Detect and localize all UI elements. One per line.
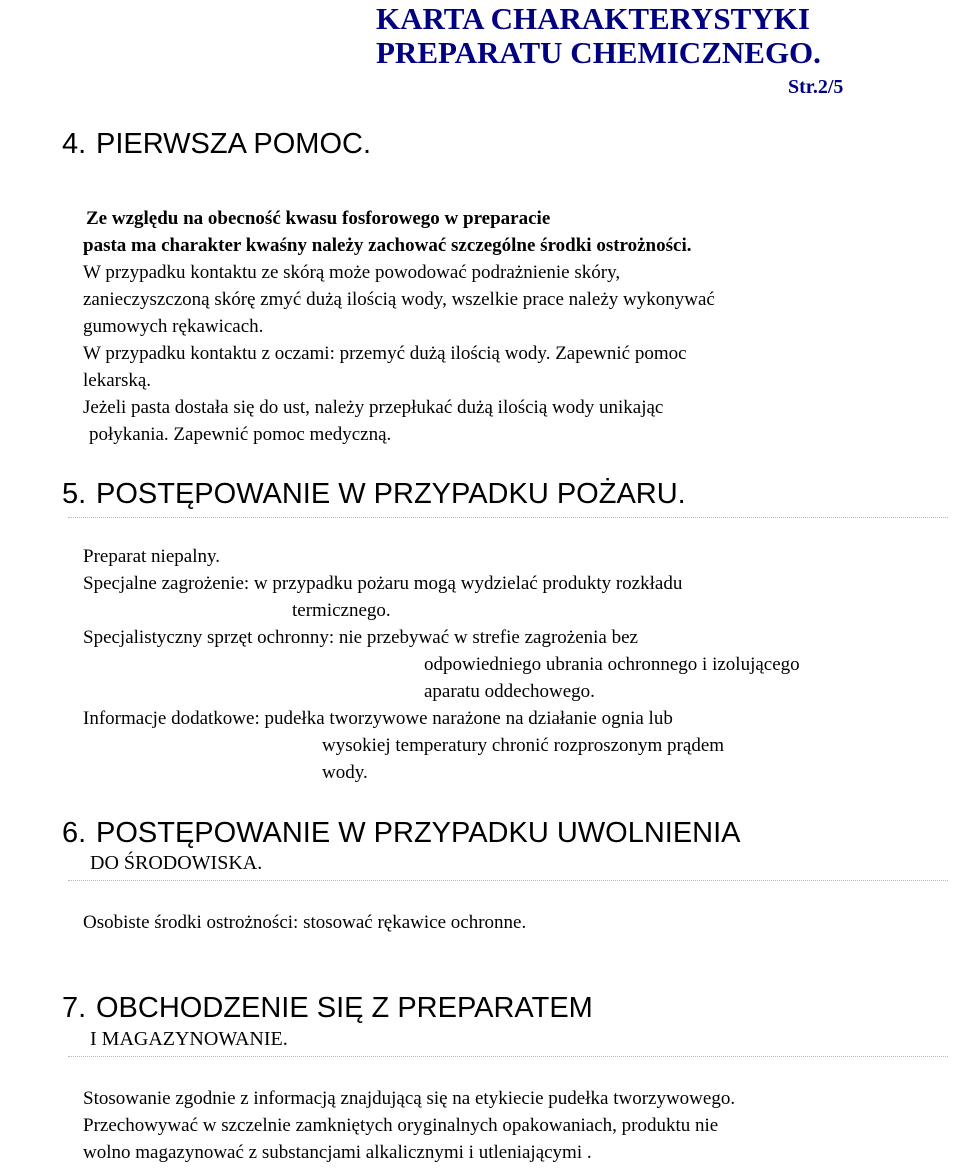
- section5-line: wody.: [322, 762, 368, 783]
- section7-line: Przechowywać w szczelnie zamkniętych oryginalnych opakowaniach, produktu nie: [83, 1115, 719, 1136]
- section7-subheading: I MAGAZYNOWANIE.: [90, 1028, 288, 1050]
- section6-heading: [62, 817, 741, 849]
- section4-number: 4.: [62, 128, 87, 160]
- section6-line: Osobiste środki ostrożności: stosować rękawice ochronne.: [83, 912, 527, 933]
- section6-divider: [68, 880, 948, 881]
- section4-line: połykania. Zapewnić pomoc medyczną.: [89, 424, 392, 445]
- section4-line: zanieczyszczoną skórę zmyć dużą ilością wody, wszelkie prace należy wykonywać: [83, 289, 715, 310]
- section7-line: Stosowanie zgodnie z informacją znajdującą się na etykiecie pudełka tworzywowego.: [83, 1088, 736, 1109]
- section5-title: POSTĘPOWANIE W PRZYPADKU POŻARU.: [96, 478, 686, 510]
- document-title-line1: KARTA CHARAKTERYSTYKI: [376, 1, 810, 36]
- section6-subheading: DO ŚRODOWISKA.: [90, 852, 263, 874]
- section4-line: W przypadku kontaktu z oczami: przemyć dużą ilością wody. Zapewnić pomoc: [83, 343, 687, 364]
- section5-line: wysokiej temperatury chronić rozproszonym prądem: [322, 735, 725, 756]
- document-title-line2: PREPARATU CHEMICZNEGO.: [376, 35, 821, 70]
- page-number: Str.2/5: [788, 76, 844, 98]
- section4-line: gumowych rękawicach.: [83, 316, 264, 337]
- section7-heading: [62, 992, 593, 1024]
- section5-line: aparatu oddechowego.: [424, 681, 595, 702]
- section7-line: wolno magazynować z substancjami alkalicznymi i utleniającymi .: [83, 1142, 592, 1163]
- section5-line: Specjalistyczny sprzęt ochronny: nie przebywać w strefie zagrożenia bez: [83, 627, 638, 648]
- section5-line: Preparat niepalny.: [83, 546, 220, 567]
- section4-heading: [62, 128, 371, 160]
- section4-line: Jeżeli pasta dostała się do ust, należy przepłukać dużą ilością wody unikając: [83, 397, 664, 418]
- section7-divider: [68, 1056, 948, 1057]
- section4-line: W przypadku kontaktu ze skórą może powodować podrażnienie skóry,: [83, 262, 621, 283]
- section4-line: Ze względu na obecność kwasu fosforowego w preparacie: [86, 208, 551, 229]
- section5-line: odpowiedniego ubrania ochronnego i izolującego: [424, 654, 800, 675]
- section5-divider: [68, 517, 948, 518]
- section4-line: lekarską.: [83, 370, 152, 391]
- section5-number: 5.: [62, 478, 87, 510]
- section5-line: Specjalne zagrożenie: w przypadku pożaru mogą wydzielać produkty rozkładu: [83, 573, 683, 594]
- section5-heading: [62, 478, 686, 510]
- section6-number: 6.: [62, 817, 87, 849]
- section4-title: PIERWSZA POMOC.: [96, 128, 372, 160]
- section6-title: POSTĘPOWANIE W PRZYPADKU UWOLNIENIA: [96, 817, 741, 849]
- section5-line: Informacje dodatkowe: pudełka tworzywowe narażone na działanie ognia lub: [83, 708, 673, 729]
- section7-title: OBCHODZENIE SIĘ Z PREPARATEM: [96, 992, 593, 1024]
- section5-line: termicznego.: [292, 600, 391, 621]
- section7-number: 7.: [62, 992, 87, 1024]
- section4-line: pasta ma charakter kwaśny należy zachować szczególne środki ostrożności.: [83, 235, 692, 256]
